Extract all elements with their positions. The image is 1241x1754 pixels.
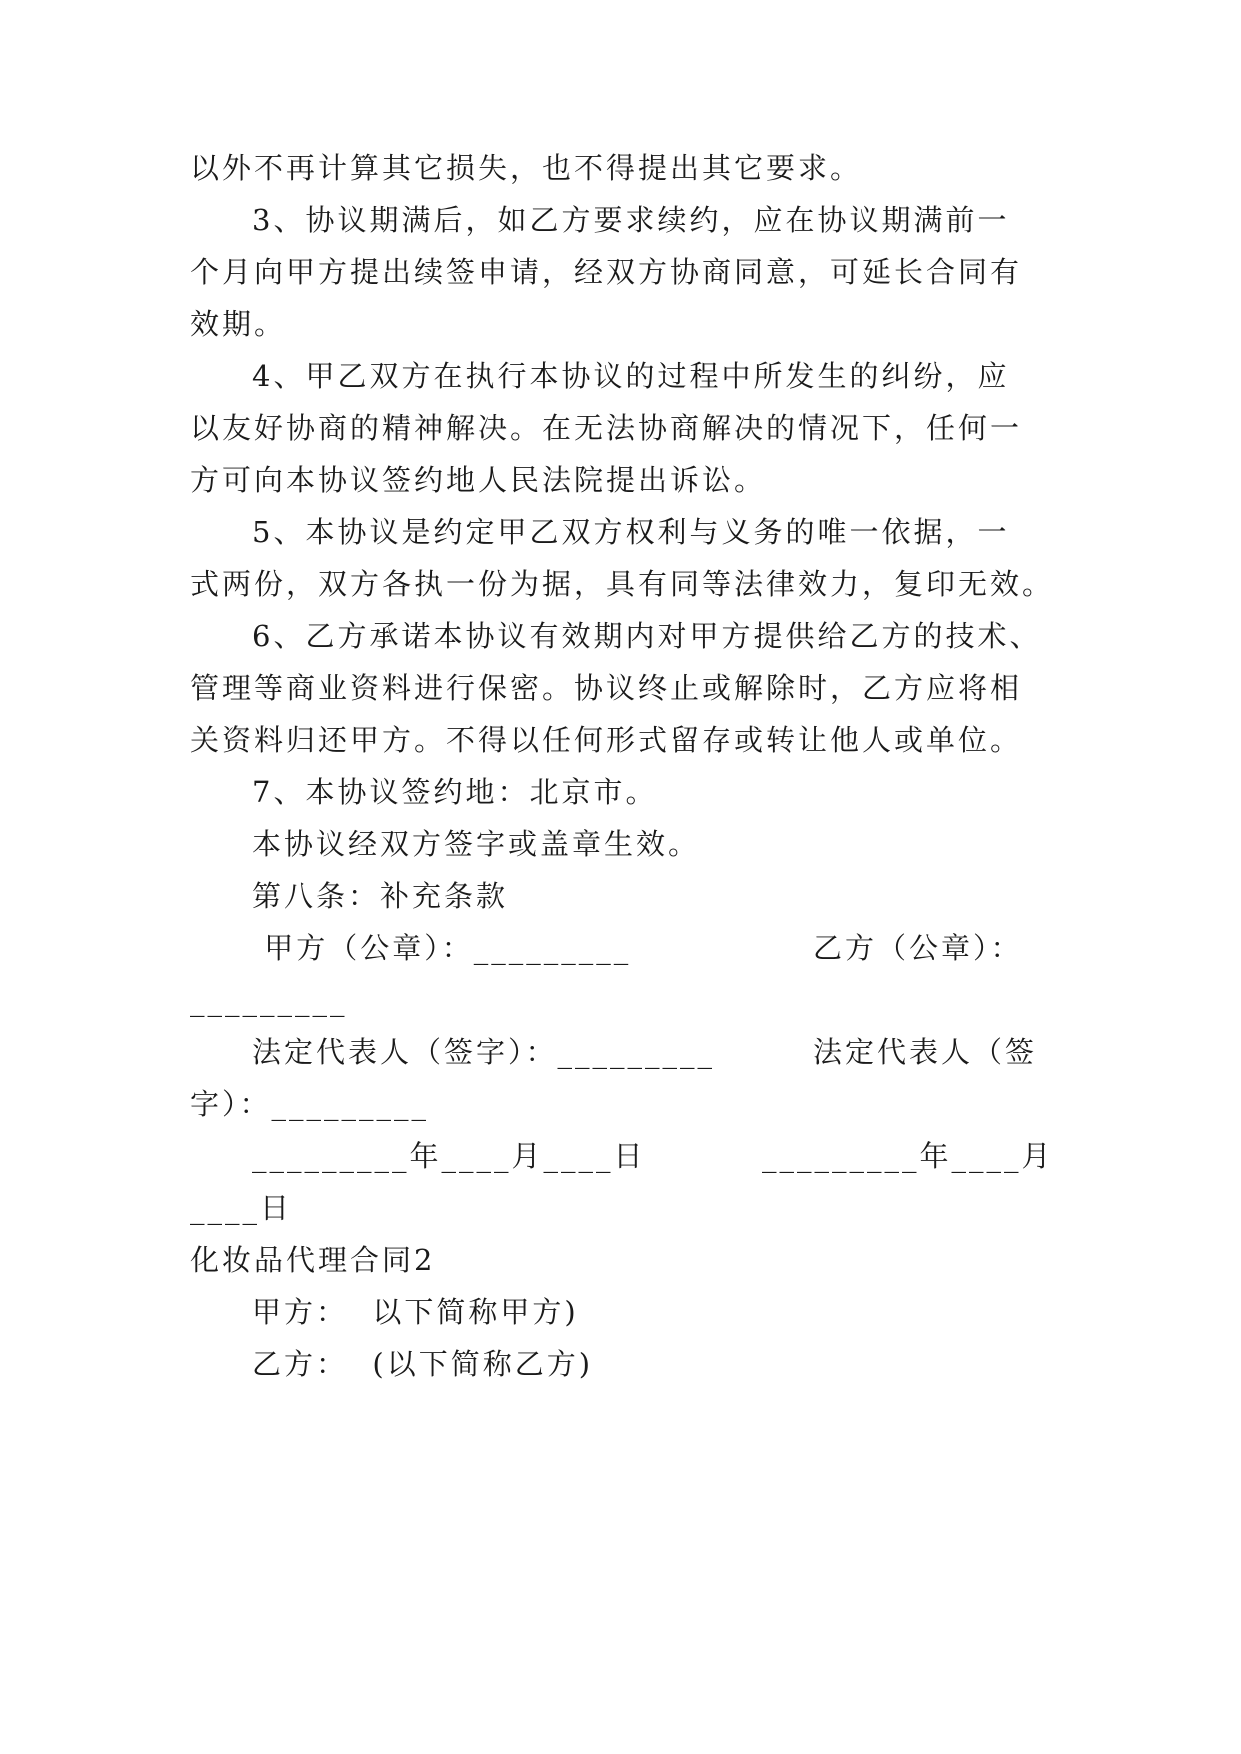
rep-b-line-cont: 字）：_________ <box>190 1087 430 1121</box>
paragraph-line: 6、乙方承诺本协议有效期内对甲方提供给乙方的技术、 <box>252 619 1042 653</box>
party-b-seal-blank: _________ <box>190 983 348 1017</box>
party-b-line: 乙方： (以下简称乙方) <box>252 1347 594 1381</box>
paragraph-line: 4、甲乙双方在执行本协议的过程中所发生的纠纷，应 <box>252 359 1010 393</box>
paragraph-line: 5、本协议是约定甲乙双方权利与义务的唯一依据，一 <box>252 515 1010 549</box>
paragraph-line: 个月向甲方提出续签申请，经双方协商同意，可延长合同有 <box>190 255 1023 289</box>
party-a-seal-line: 甲方（公章）：_________ <box>252 931 632 965</box>
party-b-seal-line: 乙方（公章）： <box>813 931 1023 965</box>
paragraph-line: 本协议经双方签字或盖章生效。 <box>252 827 701 861</box>
paragraph-line: 7、本协议签约地：北京市。 <box>252 775 658 809</box>
rep-b-line: 法定代表人（签 <box>813 1035 1038 1069</box>
paragraph-line: 管理等商业资料进行保密。协议终止或解除时，乙方应将相 <box>190 671 1023 705</box>
rep-a-line: 法定代表人（签字）：_________ <box>252 1035 716 1069</box>
date-b-line: _________年____月 <box>762 1139 1054 1173</box>
paragraph-line: 方可向本协议签约地人民法院提出诉讼。 <box>190 463 767 497</box>
paragraph-line: 式两份，双方各执一份为据，具有同等法律效力，复印无效。 <box>190 567 1055 601</box>
contract-title: 化妆品代理合同2 <box>190 1243 436 1277</box>
party-a-line: 甲方： 以下简称甲方) <box>252 1295 579 1329</box>
section-heading: 第八条：补充条款 <box>252 879 509 913</box>
paragraph-line: 3、协议期满后，如乙方要求续约，应在协议期满前一 <box>252 203 1010 237</box>
paragraph-line: 效期。 <box>190 307 287 341</box>
paragraph-line: 以外不再计算其它损失，也不得提出其它要求。 <box>190 151 863 185</box>
date-b-line-cont: ____日 <box>190 1191 293 1225</box>
date-a-line: _________年____月____日 <box>252 1139 646 1173</box>
paragraph-line: 关资料归还甲方。不得以任何形式留存或转让他人或单位。 <box>190 723 1023 757</box>
paragraph-line: 以友好协商的精神解决。在无法协商解决的情况下，任何一 <box>190 411 1023 445</box>
